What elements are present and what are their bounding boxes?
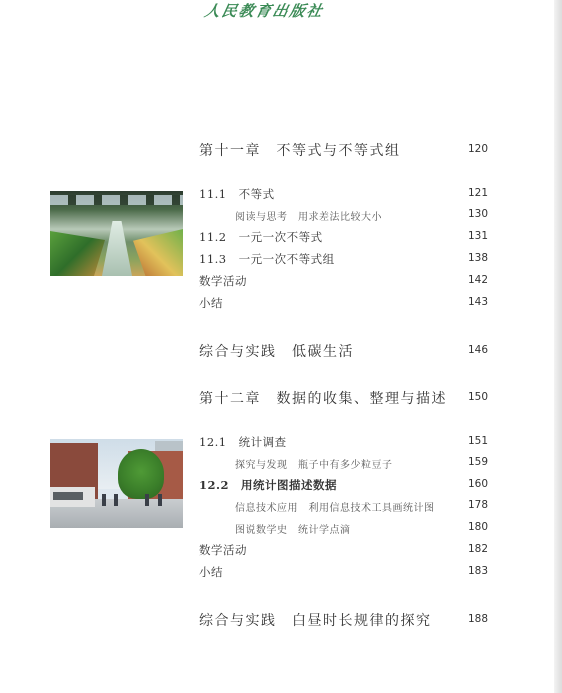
toc-entry[interactable] [0,341,562,359]
toc-entry[interactable] [0,140,562,158]
toc-entry-page: 120 [467,143,488,155]
toc-entry-page: 178 [467,499,488,511]
toc-entry[interactable] [0,434,562,452]
toc-entry-page: 131 [467,230,488,242]
toc-entry-page: 150 [467,391,488,403]
toc-entry-title: 12.2 用统计图描述数据 [199,478,338,492]
toc-entry-title: 数学活动 [199,274,247,288]
toc-entry-title: 数学活动 [199,543,247,557]
toc-entry-title: 11.2 一元一次不等式 [199,230,323,244]
toc-entry-page: 130 [467,208,488,220]
toc-entry-title: 图说数学史 统计学点滴 [235,525,351,536]
toc-entry-title: 综合与实践 白昼时长规律的探究 [199,613,432,629]
toc-entry[interactable] [0,477,562,495]
toc-entry-title: 12.1 统计调查 [199,435,287,449]
toc-entry-title: 第十一章 不等式与不等式组 [199,143,401,159]
page-edge-shadow [554,0,562,693]
toc-entry-page: 151 [467,435,488,447]
toc-entry-title: 探究与发现 瓶子中有多少粒豆子 [235,460,393,471]
toc-entry-page: 143 [467,296,488,308]
toc-entry-title: 阅读与思考 用求差法比较大小 [235,212,382,223]
toc-entry-title: 小结 [199,565,223,579]
toc-entry[interactable] [0,564,562,582]
toc-entry[interactable] [0,542,562,560]
toc-entry[interactable] [0,229,562,247]
toc-entry-page: 183 [467,565,488,577]
toc-entry-title: 11.3 一元一次不等式组 [199,252,335,266]
toc-entry-page: 180 [467,521,488,533]
toc-entry[interactable] [0,295,562,313]
toc-entry[interactable] [0,521,562,539]
toc-entry-page: 160 [467,478,488,490]
toc-entry[interactable] [0,186,562,204]
toc-entry-title: 11.1 不等式 [199,187,275,201]
toc-entry-title: 综合与实践 低碳生活 [199,344,354,360]
toc-entry[interactable] [0,273,562,291]
toc-entry-title: 第十二章 数据的收集、整理与描述 [199,391,447,407]
toc-entry-page: 188 [467,613,488,625]
toc-entry[interactable] [0,456,562,474]
publisher-logo: 人民教育出版社 [202,2,326,20]
toc-entry[interactable] [0,499,562,517]
toc-entry-page: 142 [467,274,488,286]
toc-entry[interactable] [0,388,562,406]
toc-entry-page: 182 [467,543,488,555]
toc-entry[interactable] [0,251,562,269]
toc-entry-title: 小结 [199,296,223,310]
toc-entry-page: 138 [467,252,488,264]
toc-entry[interactable] [0,208,562,226]
toc-entry[interactable] [0,610,562,628]
toc-entry-page: 146 [467,344,488,356]
toc-entry-page: 121 [467,187,488,199]
toc-entry-title: 信息技术应用 利用信息技术工具画统计图 [235,503,435,514]
toc-entry-page: 159 [467,456,488,468]
